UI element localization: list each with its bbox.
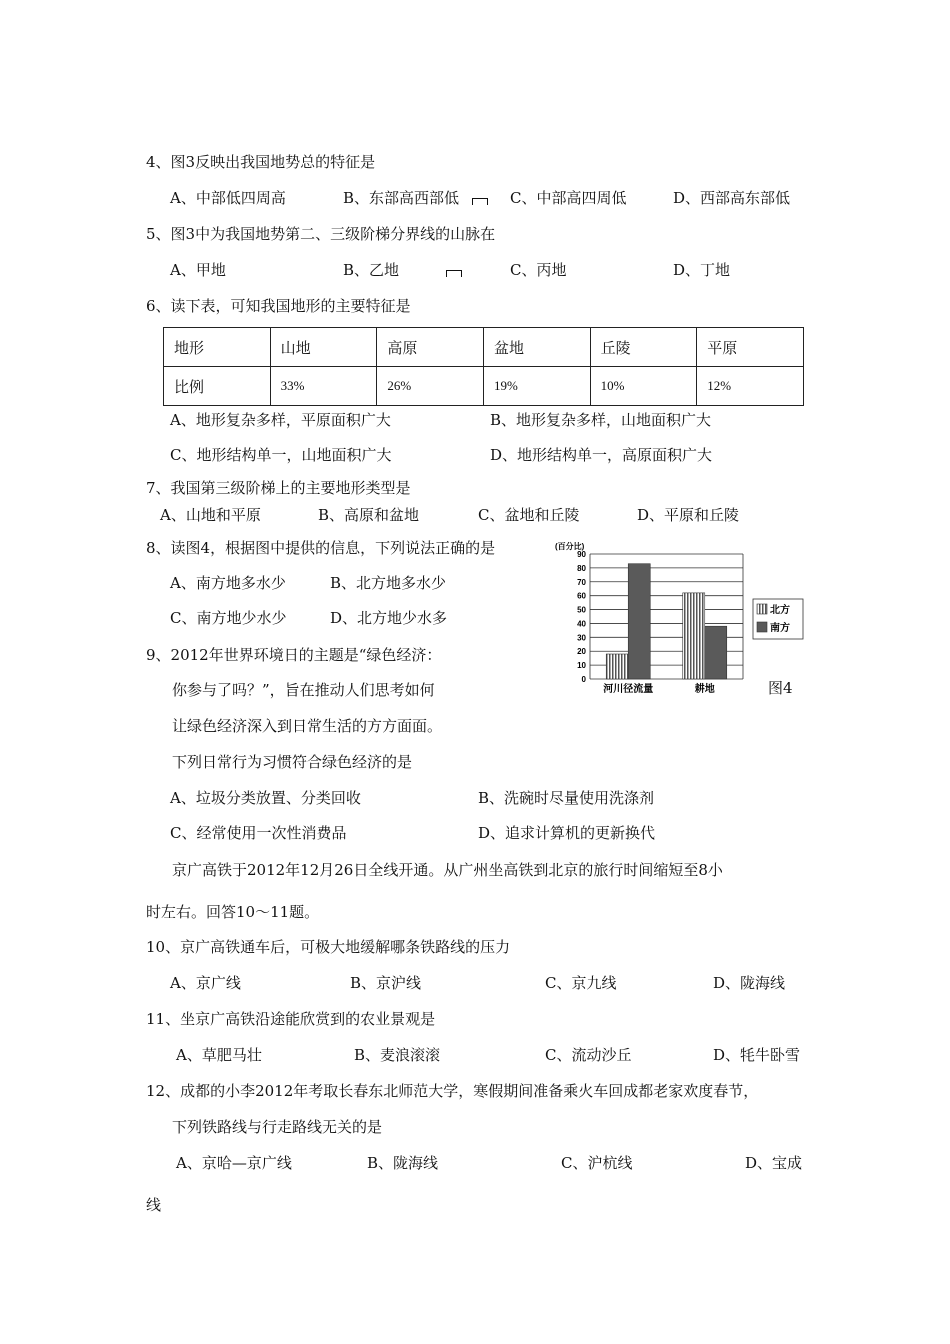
q7-stem: 7、我国第三级阶梯上的主要地形类型是 — [146, 479, 411, 497]
figure-label: 图4 — [768, 679, 793, 697]
q8-option-a[interactable]: A、南方地多水少 — [170, 574, 286, 592]
q5-option-c[interactable]: C、丙地 — [510, 261, 567, 279]
q5-stem: 5、图3中为我国地势第二、三级阶梯分界线的山脉在 — [146, 225, 496, 243]
q12-stem-line-1: 12、成都的小李2012年考取长春东北师范大学，寒假期间准备乘火车回成都老家欢度春节， — [146, 1082, 759, 1100]
q5-option-a[interactable]: A、甲地 — [170, 261, 226, 279]
q7-option-b[interactable]: B、高原和盆地 — [318, 506, 420, 524]
q12-option-b[interactable]: B、陇海线 — [367, 1154, 439, 1172]
q9-stem-line-3: 让绿色经济深入到日常生活的方方面面。 — [172, 717, 443, 735]
q12-option-d[interactable]: D、宝成 — [745, 1154, 803, 1172]
q12-option-a[interactable]: A、京哈—京广线 — [176, 1154, 292, 1172]
q7-option-c[interactable]: C、盆地和丘陵 — [478, 506, 580, 524]
q9-option-a[interactable]: A、垃圾分类放置、分类回收 — [170, 789, 361, 807]
table-cell: 26% — [377, 367, 484, 406]
q12-option-d-wrap: 线 — [146, 1196, 162, 1214]
q11-option-d[interactable]: D、牦牛卧雪 — [713, 1046, 801, 1064]
q12-option-c[interactable]: C、沪杭线 — [561, 1154, 633, 1172]
q9-stem-line-2: 你参与了吗？”，旨在推动人们思考如何 — [172, 681, 435, 699]
chart-legend-label: 南方 — [770, 623, 790, 634]
q11-option-a[interactable]: A、草肥马壮 — [176, 1046, 262, 1064]
chart-x-tick-labels — [603, 682, 715, 695]
chart-bar — [705, 626, 727, 679]
q10-option-a[interactable]: A、京广线 — [170, 974, 241, 992]
chart-x-tick-label: 河川径流量 — [603, 684, 654, 695]
chart-legend-label: 北方 — [770, 605, 790, 616]
q12-stem-line-2: 下列铁路线与行走路线无关的是 — [172, 1118, 383, 1136]
q7-option-d[interactable]: D、平原和丘陵 — [637, 506, 740, 524]
passage-line-2: 时左右。回答10～11题。 — [146, 903, 320, 921]
chart-y-tick-label: 90 — [577, 550, 586, 559]
q10-option-d[interactable]: D、陇海线 — [713, 974, 786, 992]
q9-option-b[interactable]: B、洗碗时尽量使用洗涤剂 — [478, 789, 655, 807]
q8-option-b[interactable]: B、北方地多水少 — [330, 574, 447, 592]
chart-y-tick-label: 50 — [577, 605, 586, 615]
table-row — [164, 367, 804, 406]
q9-stem-line-4: 下列日常行为习惯符合绿色经济的是 — [172, 753, 413, 771]
q10-option-b[interactable]: B、京沪线 — [350, 974, 422, 992]
q8-option-c[interactable]: C、南方地少水少 — [170, 609, 287, 627]
table-cell: 12% — [697, 367, 804, 406]
q5-option-d[interactable]: D、丁地 — [673, 261, 731, 279]
q6-option-b[interactable]: B、地形复杂多样，山地面积广大 — [490, 411, 712, 429]
table-cell: 10% — [590, 367, 697, 406]
chart-legend-swatch — [757, 622, 767, 632]
q8-option-d[interactable]: D、北方地少水多 — [330, 609, 448, 627]
chart-y-tick-label: 40 — [577, 619, 586, 629]
chart-y-tick-label: 0 — [581, 675, 586, 684]
q7-option-a[interactable]: A、山地和平原 — [160, 506, 261, 524]
q4-option-b[interactable]: B、东部高西部低 — [343, 189, 460, 207]
terrain-ratio-table — [163, 327, 804, 406]
q6-stem: 6、读下表，可知我国地形的主要特征是 — [146, 297, 411, 315]
q4-option-d[interactable]: D、西部高东部低 — [673, 189, 791, 207]
chart-bar — [606, 654, 628, 679]
q4-stem: 4、图3反映出我国地势总的特征是 — [146, 153, 376, 171]
chart-y-tick-label: 10 — [577, 661, 586, 671]
q8-stem: 8、读图4，根据图中提供的信息，下列说法正确的是 — [146, 539, 496, 557]
q9-stem-line-1: 9、2012年世界环境日的主题是“绿色经济： — [146, 646, 442, 664]
answer-blank-mark — [446, 270, 462, 277]
chart-y-axis-label: (百分比) — [555, 542, 585, 551]
chart-bars — [606, 564, 727, 679]
q11-stem: 11、坐京广高铁沿途能欣赏到的农业景观是 — [146, 1010, 436, 1028]
table-cell: 19% — [483, 367, 590, 406]
chart-y-tick-label: 80 — [577, 563, 586, 573]
q9-option-c[interactable]: C、经常使用一次性消费品 — [170, 824, 347, 842]
q10-option-c[interactable]: C、京九线 — [545, 974, 617, 992]
table-cell: 盆地 — [483, 328, 590, 367]
q6-option-d[interactable]: D、地形结构单一，高原面积广大 — [490, 446, 713, 464]
q10-stem: 10、京广高铁通车后，可极大地缓解哪条铁路线的压力 — [146, 938, 511, 956]
chart-bar — [628, 564, 650, 679]
chart-y-tick-label: 30 — [577, 633, 586, 643]
passage-line-1: 京广高铁于2012年12月26日全线开通。从广州坐高铁到北京的旅行时间缩短至8小 — [172, 861, 723, 879]
q5-option-b[interactable]: B、乙地 — [343, 261, 400, 279]
chart-legend — [753, 599, 803, 639]
table-cell: 山地 — [270, 328, 377, 367]
chart-legend-swatch — [757, 604, 767, 614]
table-cell: 高原 — [377, 328, 484, 367]
q6-option-c[interactable]: C、地形结构单一，山地面积广大 — [170, 446, 392, 464]
q6-option-a[interactable]: A、地形复杂多样，平原面积广大 — [170, 411, 391, 429]
q11-option-b[interactable]: B、麦浪滚滚 — [354, 1046, 441, 1064]
answer-blank-mark — [472, 198, 488, 205]
chart-bar — [683, 593, 705, 679]
q9-option-d[interactable]: D、追求计算机的更新换代 — [478, 824, 656, 842]
chart-x-tick-label: 耕地 — [694, 684, 715, 695]
table-cell: 33% — [270, 367, 377, 406]
q4-option-a[interactable]: A、中部低四周高 — [170, 189, 286, 207]
table-header-row — [164, 328, 804, 367]
table-cell: 丘陵 — [590, 328, 697, 367]
table-cell: 地形 — [164, 328, 271, 367]
chart-y-tick-label: 70 — [577, 577, 586, 587]
q11-option-c[interactable]: C、流动沙丘 — [545, 1046, 632, 1064]
chart-y-tick-label: 20 — [577, 647, 586, 657]
table-cell: 比例 — [164, 367, 271, 406]
q4-option-c[interactable]: C、中部高四周低 — [510, 189, 627, 207]
table-cell: 平原 — [697, 328, 804, 367]
chart-y-tick-labels — [577, 550, 586, 684]
chart-y-tick-label: 60 — [577, 591, 586, 601]
